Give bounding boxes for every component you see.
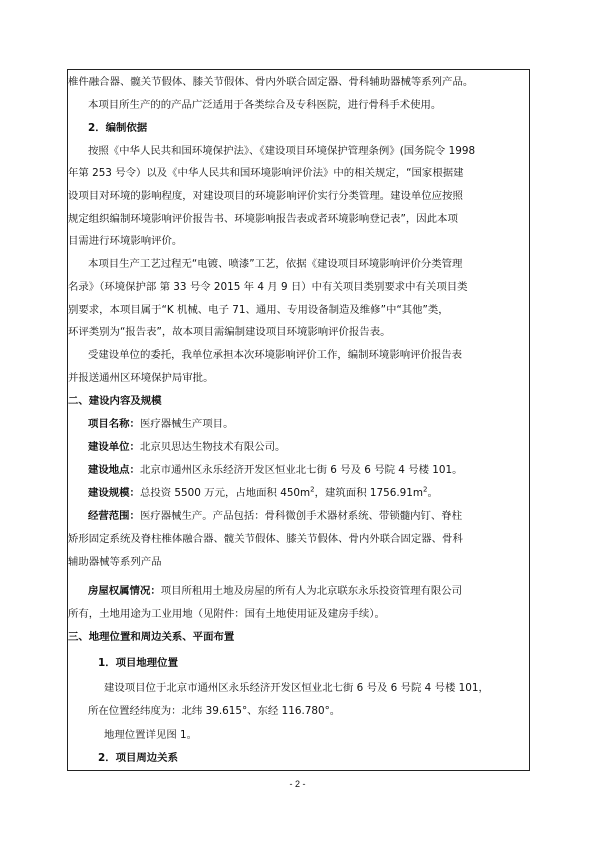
text-line: 设项目对环境的影响程度，对建设项目的环境影响评价实行分类管理。建设单位应按照 bbox=[68, 190, 463, 202]
text-line: 环评类别为“报告表”，故本项目需编制建设项目环境影响评价报告表。 bbox=[68, 326, 391, 338]
project-name-value: 医疗器械生产项目。 bbox=[139, 418, 234, 430]
project-unit-value: 北京贝思达生物技术有限公司。 bbox=[139, 441, 286, 453]
text-line: 别要求，本项目属于“K 机械、电子 71、通用、专用设备制造及维修”中“其他”类， bbox=[68, 304, 449, 316]
property-value: 项目所租用土地及房屋的所有人为北京联东永乐投资管理有限公司 bbox=[160, 585, 463, 597]
section-heading: 二、建设内容及规模 bbox=[68, 395, 162, 407]
text-line: 并报送通州区环境保护局审批。 bbox=[68, 372, 214, 384]
section-subheading: 2．项目周边关系 bbox=[98, 752, 178, 764]
text-line: 矫形固定系统及脊柱椎体融合器、髋关节假体、膝关节假体、骨内外联合固定器、骨科 bbox=[68, 533, 463, 545]
project-name-row bbox=[68, 417, 529, 431]
text-line: 辅助器械等系列产品 bbox=[68, 556, 162, 568]
text-line: 本项目生产工艺过程无“电镀、喷漆”工艺，依据《建设项目环境影响评价分类管理 bbox=[88, 258, 463, 270]
project-scale-value: 总投资 5500 万元，占地面积 450m bbox=[139, 487, 311, 499]
text-line: 受建设单位的委托，我单位承担本次环境影响评价工作，编制环境影响评价报告表 bbox=[88, 349, 463, 361]
project-site-row bbox=[68, 463, 529, 477]
text-line: 所有，土地用途为工业用地（见附件：国有土地使用证及建房手续）。 bbox=[68, 608, 385, 620]
property-label: 房屋权属情况： bbox=[88, 585, 161, 597]
project-unit-row bbox=[68, 440, 529, 454]
text-line: 地理位置详见图 1。 bbox=[104, 729, 198, 741]
project-scope-value: 医疗器械生产。产品包括：骨科微创手术器材系统、带锁髓内钉、脊柱 bbox=[139, 510, 463, 522]
project-scope-row bbox=[68, 509, 529, 523]
text-line: 名录》（环境保护部 第 33 号令 2015 年 4 月 9 日）中有关项目类别要求中有关项目类 bbox=[68, 281, 468, 293]
text-line: 规定组织编制环境影响评价报告书、环境影响报告表或者环境影响登记表”，因此本项 bbox=[68, 213, 458, 225]
text-line: 年第 253 号令）以及《中华人民共和国环境影响评价法》中的相关规定，“国家根据建 bbox=[68, 167, 464, 179]
text-line: 所在位置经纬度为：北纬 39.615°、东经 116.780°。 bbox=[88, 705, 341, 717]
project-site-value: 北京市通州区永乐经济开发区恒业北七街 6 号及 6 号院 4 号楼 101。 bbox=[139, 464, 463, 476]
text-line: 本项目所生产的的产品广泛适用于各类综合及专科医院，进行骨科手术使用。 bbox=[88, 99, 442, 111]
project-scale-value: ，建筑面积 1756.91m bbox=[314, 487, 423, 499]
superscript: 2 bbox=[423, 486, 428, 494]
text-line: 建设项目位于北京市通州区永乐经济开发区恒业北七街 6 号及 6 号院 4 号楼 101， bbox=[104, 682, 489, 694]
project-scope-label: 经营范围： bbox=[88, 510, 140, 522]
project-scale-label: 建设规模： bbox=[88, 487, 140, 499]
section-subheading: 2．编制依据 bbox=[88, 122, 148, 134]
text-line: 按照《中华人民共和国环境保护法》、《建设项目环境保护管理条例》(国务院令 1998 bbox=[88, 145, 476, 157]
text-line: 目需进行环境影响评价。 bbox=[68, 235, 183, 247]
project-scale-value: 。 bbox=[427, 487, 438, 499]
page-number: - 2 - bbox=[289, 779, 306, 789]
project-scale-row bbox=[68, 486, 529, 500]
section-heading: 三、地理位置和周边关系、平面布置 bbox=[68, 631, 235, 643]
project-name-label: 项目名称： bbox=[88, 418, 140, 430]
project-unit-label: 建设单位： bbox=[88, 441, 140, 453]
section-subheading: 1．项目地理位置 bbox=[98, 657, 178, 669]
property-row bbox=[68, 584, 529, 598]
text-line: 椎件融合器、髋关节假体、膝关节假体、骨内外联合固定器、骨科辅助器械等系列产品。 bbox=[68, 76, 474, 88]
project-site-label: 建设地点： bbox=[88, 464, 140, 476]
superscript: 2 bbox=[310, 486, 315, 494]
